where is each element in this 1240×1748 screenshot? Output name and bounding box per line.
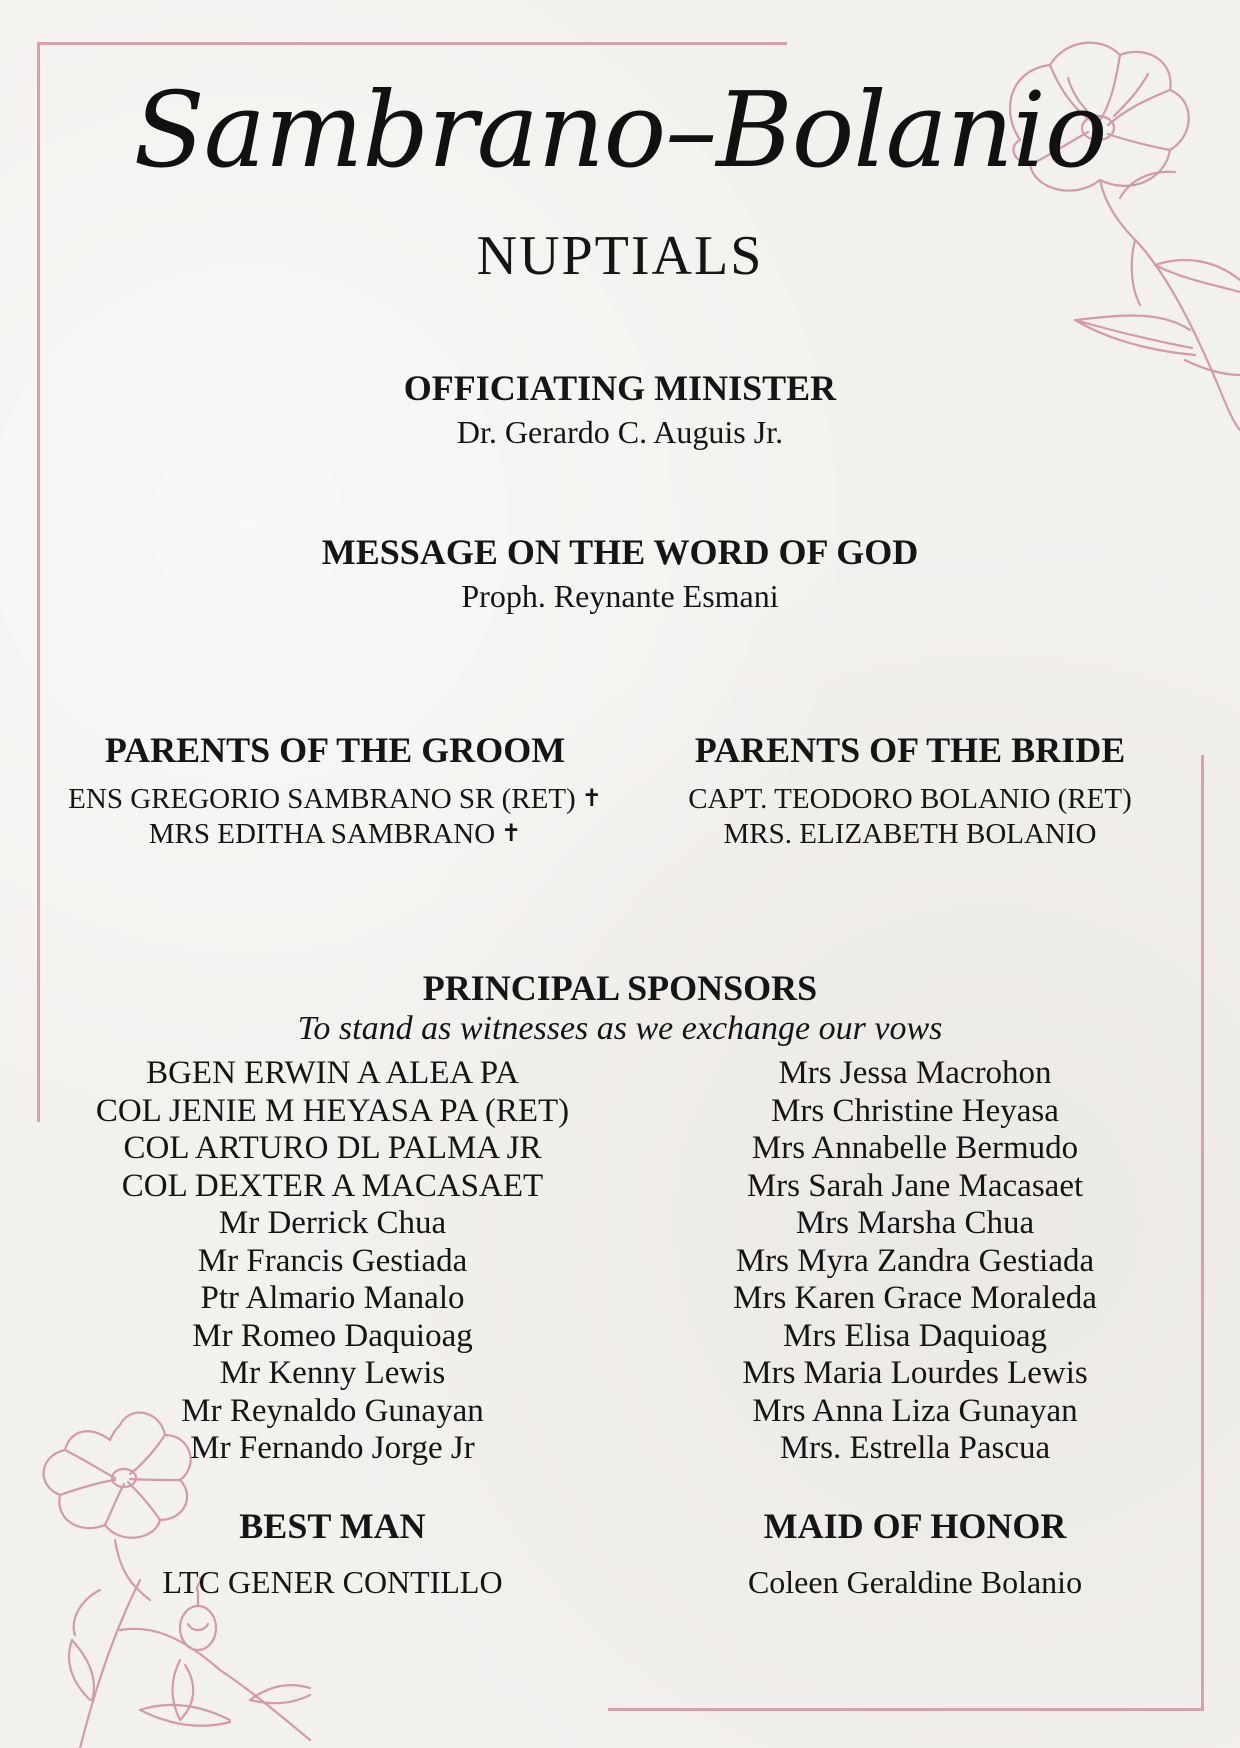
sponsors-men-list — [30, 1055, 635, 1468]
list-item: Mrs Sarah Jane Macasaet — [746, 1167, 1084, 1204]
list-item: Mrs Myra Zandra Gestiada — [735, 1242, 1095, 1279]
list-item: BGEN ERWIN A ALEA PA — [146, 1055, 519, 1091]
list-item: Ptr Almario Manalo — [200, 1280, 465, 1316]
best-man-section — [30, 1508, 635, 1598]
list-item: Mrs Christine Heyasa — [771, 1092, 1059, 1129]
best-man-heading: BEST MAN — [239, 1506, 426, 1546]
message-heading: MESSAGE ON THE WORD OF GOD — [321, 532, 919, 572]
bride-parents-section — [640, 732, 1180, 852]
nuptials-subtitle: NUPTIALS — [476, 225, 764, 287]
frame-top-line — [37, 42, 787, 45]
list-item: Mr Romeo Daquioag — [192, 1317, 473, 1354]
principal-sponsors-heading: PRINCIPAL SPONSORS — [422, 968, 818, 1008]
list-item: Mrs. Estrella Pascua — [779, 1430, 1051, 1466]
list-item: Mrs Annabelle Bermudo — [751, 1130, 1079, 1166]
message-speaker-name: Proph. Reynante Esmani — [461, 578, 779, 614]
list-item: Mrs Marsha Chua — [795, 1205, 1035, 1241]
best-man-name: LTC GENER CONTILLO — [162, 1564, 503, 1600]
groom-father-text: ENS GREGORIO SAMBRANO SR (RET) — [68, 783, 576, 815]
sponsors-tagline: To stand as witnesses as we exchange our vows — [297, 1010, 943, 1047]
list-item: Mrs Jessa Macrohon — [778, 1055, 1052, 1091]
cross-icon: ✝ — [581, 786, 602, 812]
maid-of-honor-heading: MAID OF HONOR — [763, 1506, 1067, 1546]
list-item: Mrs Anna Liza Gunayan — [752, 1392, 1078, 1429]
maid-of-honor-name: Coleen Geraldine Bolanio — [747, 1564, 1083, 1600]
bride-father-name: CAPT. TEODORO BOLANIO (RET) — [688, 783, 1132, 815]
list-item: Mr Fernando Jorge Jr — [190, 1430, 475, 1466]
couple-title: Sambrano–Bolanio — [133, 69, 1107, 191]
officiating-minister-heading: OFFICIATING MINISTER — [403, 368, 837, 408]
groom-mother-text: MRS EDITHA SAMBRANO — [148, 818, 496, 850]
officiating-minister-name: Dr. Gerardo C. Auguis Jr. — [456, 414, 784, 450]
frame-bottom-line — [608, 1708, 1204, 1711]
sponsors-women-list — [635, 1055, 1195, 1468]
bride-mother-name: MRS. ELIZABETH BOLANIO — [723, 818, 1097, 850]
groom-parents-section — [30, 732, 640, 852]
bride-parents-heading: PARENTS OF THE BRIDE — [694, 730, 1126, 770]
list-item: Mr Kenny Lewis — [219, 1355, 446, 1391]
list-item: Mrs Elisa Daquioag — [783, 1317, 1047, 1354]
cross-icon: ✝ — [501, 821, 522, 847]
maid-of-honor-section — [635, 1508, 1195, 1598]
frame-right-line — [1201, 755, 1204, 1711]
list-item: Mrs Maria Lourdes Lewis — [742, 1355, 1088, 1391]
groom-parents-heading: PARENTS OF THE GROOM — [104, 730, 566, 770]
list-item: Mrs Karen Grace Moraleda — [733, 1280, 1097, 1316]
groom-father-name — [30, 782, 640, 817]
groom-mother-name — [30, 817, 640, 852]
list-item: Mr Reynaldo Gunayan — [181, 1392, 484, 1429]
list-item: COL ARTURO DL PALMA JR — [123, 1130, 542, 1166]
list-item: COL JENIE M HEYASA PA (RET) — [95, 1092, 570, 1129]
list-item: Mr Francis Gestiada — [197, 1242, 468, 1279]
list-item: COL DEXTER A MACASAET — [121, 1167, 544, 1204]
list-item: Mr Derrick Chua — [218, 1205, 447, 1241]
